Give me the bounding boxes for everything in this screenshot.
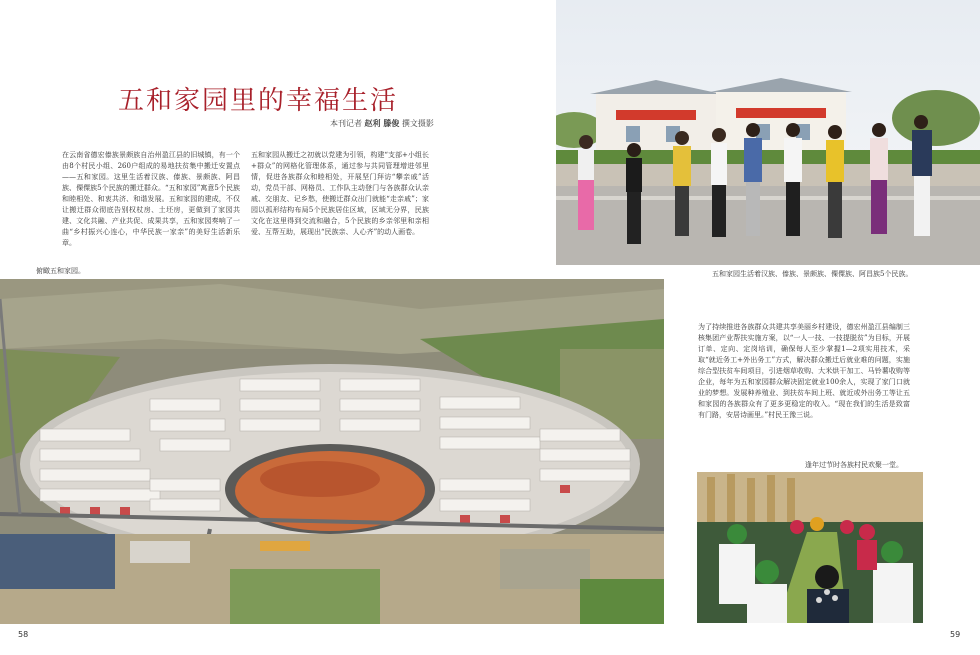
paragraph-intro: 在云南省德宏傣族景颇族自治州盈江县的旧城镇，有一个由8个村民小组、260户组成的易地扶贫集中搬迁安置点——五和家园。这里生活着汉族、傣族、景颇族、阿昌族、傈僳族5个民族的搬迁群众。“五和家园”寓意5个民族和睦相处、和衷共济、和谐发展。五和家园的建成，不仅让搬迁群众彻底告别权杖房、土坯房，更做到了家园共建、文化共融、产业共促、成果共享，五和家园奏响了一曲“乡村振兴心连心，中华民族一家亲”的美好生活新乐章。: [62, 151, 240, 247]
group-photo: [556, 0, 980, 265]
page-number-right: 59: [950, 630, 961, 639]
article-title: 五和家园里的幸福生活: [118, 86, 399, 116]
paragraph-party-building: 五和家园从搬迁之初就以党建为引领，构建“支部+小组长+群众”的网格化管理体系，通过参与共同管理增进邻里情，促进各族群众和睦相处，开展坚门拜访“攀亲戚”活动，党员干部、网格员、工作队主动登门与各族群众认亲戚、交朋友、记乡愁，使搬迁群众出门就能“走亲戚”；家园以孤形结构布局5个民族居住区域，区域无分界，民族文化在这里得到交流和融合，5个民族的乡亲邻里和亲相爱、互帮互助，展现出“民族亲、人心齐”的动人画卷。: [251, 151, 429, 236]
festival-photo: [697, 472, 923, 623]
page-number-left: 58: [18, 630, 29, 639]
caption-festival-photo: 逢年过节时各族村民欢聚一堂。: [805, 461, 903, 469]
paragraph-employment: 为了持续推进各族群众共建共享美丽乡村建设，德宏州盈江县编制三核集团产业帮扶实施方案，以“一人一技、一技提脱贫”为目标，开展订单、定向、定岗培训，确保每人至少掌握1—2项实用技术，采取“就近务工+外出务工”方式，解决群众搬迁后就业难的问题，实施综合型扶贫车间项目，引进烟草收购、大米烘干加工、马铃薯收购等企业，每年为五和家园群众解决固定就业100余人，实现了家门口就业的梦想。发展种养殖业、到扶贫车间上班、就近或外出务工等让五和家园的各族群众有了更多更稳定的收入。“现在我们的生活是致富有门路，安居诗画里。”村民王豫三说。: [698, 323, 910, 419]
byline: [330, 118, 434, 129]
byline-prefix: 本刊记者: [330, 119, 362, 128]
byline-authors: 赵利 滕俊: [364, 118, 400, 128]
byline-suffix: 撰文摄影: [401, 119, 434, 128]
caption-group-photo: 五和家园生活着汉族、傣族、景颇族、傈僳族、阿昌族5个民族。: [712, 270, 913, 278]
caption-aerial: 俯瞰五和家园。: [36, 267, 85, 275]
aerial-photo: [0, 279, 664, 624]
